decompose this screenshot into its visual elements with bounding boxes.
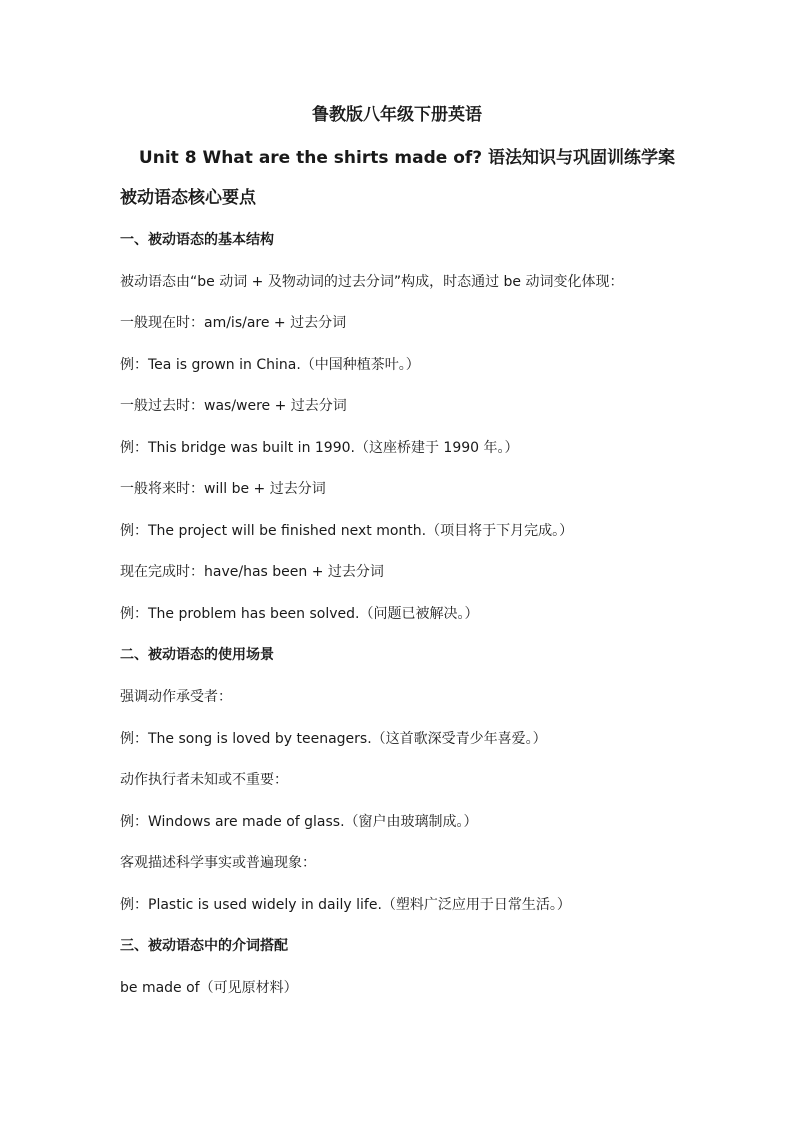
example-simple-past: 例：This bridge was built in 1990.（这座桥建于 1990 年。） [120,440,519,456]
usage-emphasize-receiver: 强调动作承受者： [120,689,232,705]
tense-simple-past: 一般过去时：was/were + 过去分词 [120,398,347,414]
example-objective-facts: 例：Plastic is used widely in daily life.（塑料广泛应用于日常生活。） [120,897,571,913]
example-present-perfect: 例：The problem has been solved.（问题已被解决。） [120,606,479,622]
example-simple-present: 例：Tea is grown in China.（中国种植茶叶。） [120,357,420,373]
usage-agent-unknown: 动作执行者未知或不重要： [120,772,288,788]
section-heading-usage: 二、被动语态的使用场景 [120,647,274,663]
example-emphasize-receiver: 例：The song is loved by teenagers.（这首歌深受青少年喜爱。） [120,731,547,747]
section-heading-prepositions: 三、被动语态中的介词搭配 [120,938,288,954]
tense-simple-future: 一般将来时：will be + 过去分词 [120,481,326,497]
preposition-made-of: be made of（可见原材料） [120,980,298,996]
section-heading-basic-structure: 一、被动语态的基本结构 [120,232,274,248]
document-subtitle: Unit 8 What are the shirts made of? 语法知识与巩固训练学案 [138,148,676,168]
document-title: 鲁教版八年级下册英语 [312,105,482,125]
tense-present-perfect: 现在完成时：have/has been + 过去分词 [120,564,384,580]
paragraph-structure-intro: 被动语态由“be 动词 + 及物动词的过去分词”构成，时态通过 be 动词变化体现： [120,274,624,290]
section-heading-core-points: 被动语态核心要点 [120,188,256,208]
example-simple-future: 例：The project will be finished next month.（项目将于下月完成。） [120,523,574,539]
tense-simple-present: 一般现在时：am/is/are + 过去分词 [120,315,347,331]
example-agent-unknown: 例：Windows are made of glass.（窗户由玻璃制成。） [120,814,478,830]
usage-objective-facts: 客观描述科学事实或普遍现象： [120,855,316,871]
